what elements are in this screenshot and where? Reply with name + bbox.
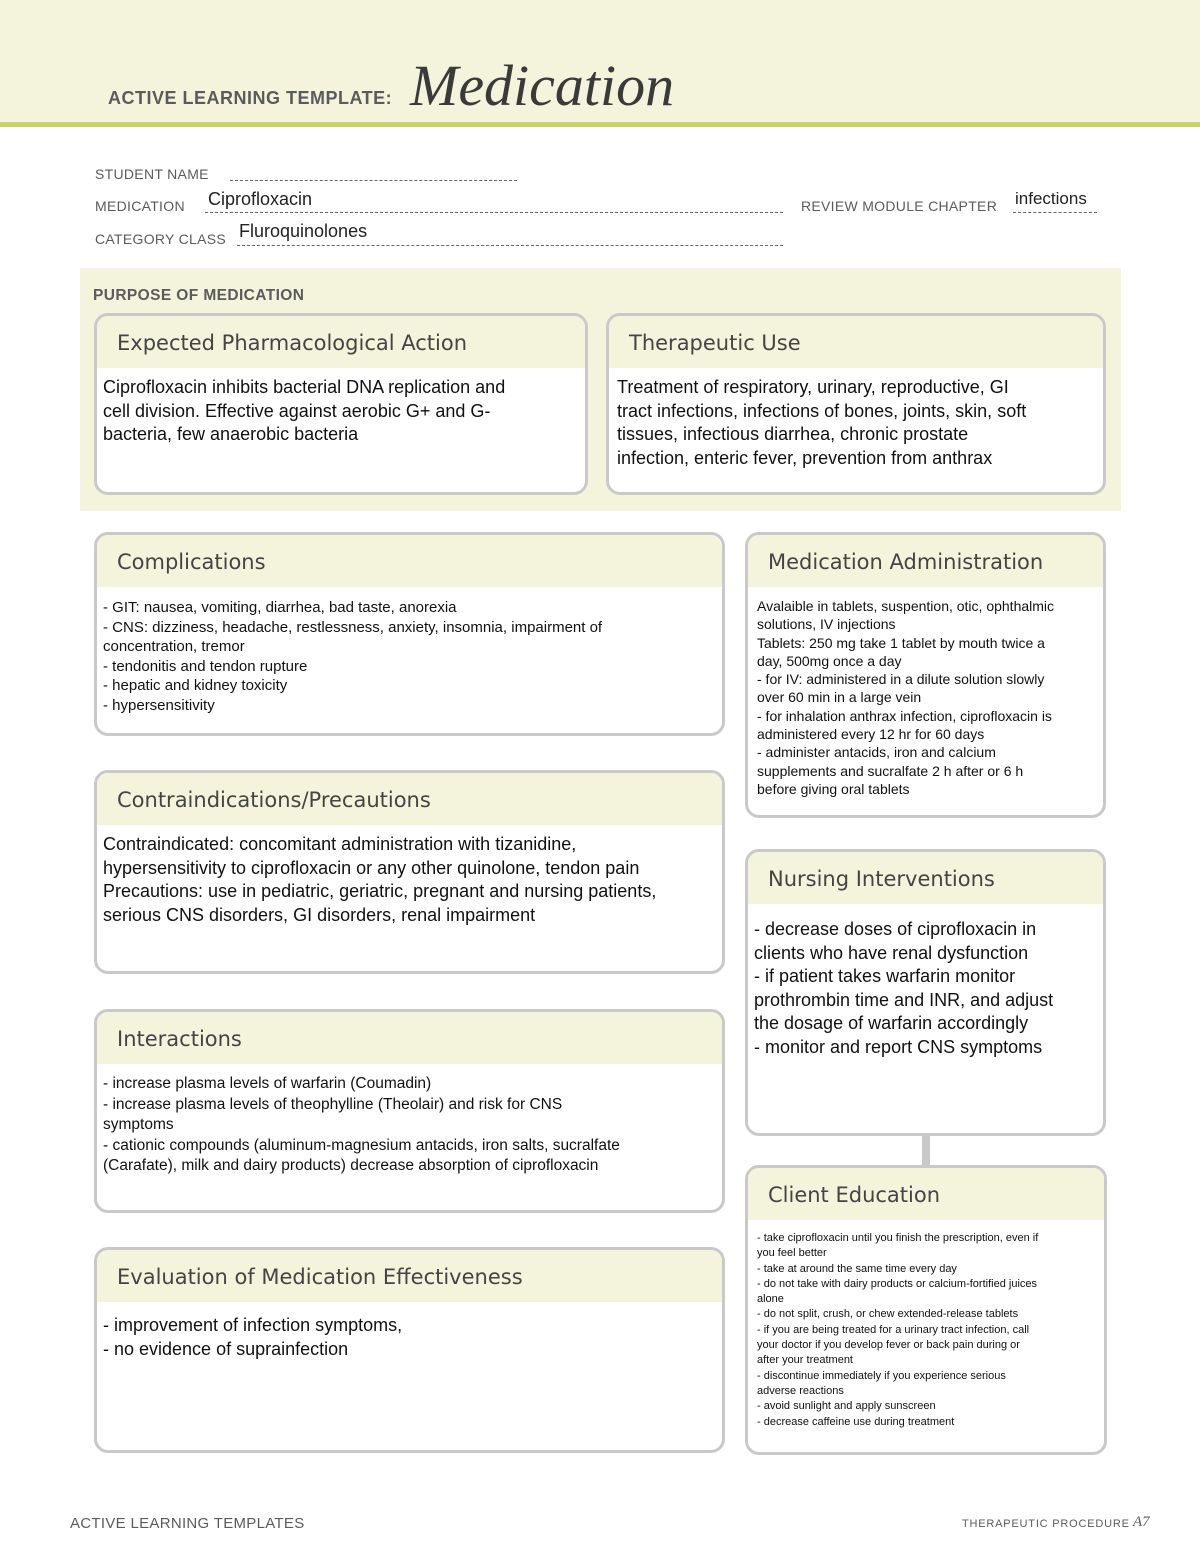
client-education-title: Client Education	[748, 1168, 1104, 1220]
therapeutic-use-text[interactable]: Treatment of respiratory, urinary, reproductive, GI tract infections, infections of bones, joints, skin, soft tissues, infectious diarrhea, chronic prostate infection, enteric fever, prevention from anthrax	[617, 377, 1027, 468]
nursing-interventions-box	[745, 849, 1106, 1136]
page-number: A7	[1133, 1514, 1150, 1530]
footer-left: ACTIVE LEARNING TEMPLATES	[70, 1515, 305, 1532]
connector-bar	[922, 1135, 930, 1167]
category-class-underline	[237, 245, 783, 246]
client-education-text[interactable]: - take ciprofloxacin until you finish the prescription, even if you feel better - take at around the same time every day - do not take with dairy products or calcium-fortified juices alone - do not split, crush, or chew extended-release tablets - if you are being treated for a urinary tract infection, call your doctor if you develop fever or back pain during or after your treatment - discontinue immediately if you experience serious adverse reactions - avoid sunlight and apply sunscreen - decrease caffeine use during treatment	[757, 1232, 1039, 1428]
interactions-box	[94, 1009, 725, 1213]
therapeutic-use-title: Therapeutic Use	[609, 316, 1103, 368]
page-title: Medication	[410, 53, 675, 118]
contraindications-box	[94, 770, 725, 974]
medication-field[interactable]: Ciprofloxacin	[208, 189, 313, 209]
interactions-text[interactable]: - increase plasma levels of warfarin (Coumadin) - increase plasma levels of theophylline (Theolair) and risk for CNS symptoms - cationic compounds (aluminum-magnesium antacids, iron salts, sucralfate (Carafate), milk and dairy products) decrease absorption of ciprofloxacin	[103, 1075, 620, 1174]
complications-box	[94, 532, 725, 736]
student-name-underline	[230, 180, 517, 181]
medication-underline	[205, 212, 783, 213]
nursing-interventions-title: Nursing Interventions	[748, 852, 1103, 904]
evaluation-title: Evaluation of Medication Effectiveness	[97, 1250, 722, 1302]
footer-right: THERAPEUTIC PROCEDURE	[962, 1518, 1130, 1530]
medication-administration-title: Medication Administration	[748, 535, 1103, 587]
nursing-interventions-text[interactable]: - decrease doses of ciprofloxacin in clients who have renal dysfunction - if patient takes warfarin monitor prothrombin time and INR, and adjust the dosage of warfarin accordingly - monitor and report CNS symptoms	[754, 919, 1054, 1057]
evaluation-box	[94, 1247, 725, 1453]
interactions-title: Interactions	[97, 1012, 722, 1064]
client-education-box	[745, 1165, 1107, 1455]
template-label: ACTIVE LEARNING TEMPLATE:	[108, 88, 393, 108]
purpose-label: PURPOSE OF MEDICATION	[93, 287, 305, 304]
review-module-label: REVIEW MODULE CHAPTER	[801, 198, 998, 214]
medication-administration-text[interactable]: Avalaible in tablets, suspention, otic, ophthalmic solutions, IV injections Tablets: 250 mg take 1 tablet by mouth twice a day, 500mg once a day - for IV: administered in a dilute solution slowly over 60 min in a large vein - for inhalation anthrax infection, ciprofloxacin is administered every 12 hr for 60 days - administer antacids, iron and calcium supplements and sucralfate 2 h after or 6 h before giving oral tablets	[757, 598, 1055, 797]
student-name-label: STUDENT NAME	[95, 166, 209, 182]
contraindications-title: Contraindications/Precautions	[97, 773, 722, 825]
expected-action-text[interactable]: Ciprofloxacin inhibits bacterial DNA replication and cell division. Effective against aerobic G+ and G- bacteria, few anaerobic bacteria	[103, 377, 506, 444]
header-divider	[0, 122, 1200, 127]
complications-title: Complications	[97, 535, 722, 587]
therapeutic-use-box	[606, 313, 1106, 495]
category-class-field[interactable]: Fluroquinolones	[239, 221, 368, 241]
expected-action-title: Expected Pharmacological Action	[97, 316, 585, 368]
evaluation-text[interactable]: - improvement of infection symptoms, - no evidence of suprainfection	[103, 1315, 403, 1359]
complications-text[interactable]: - GIT: nausea, vomiting, diarrhea, bad taste, anorexia - CNS: dizziness, headache, restlessness, anxiety, insomnia, impairment of concentration, tremor - tendonitis and tendon rupture - hepatic and kidney toxicity - hypersensitivity	[103, 599, 603, 714]
review-module-underline	[1013, 212, 1097, 213]
contraindications-text[interactable]: Contraindicated: concomitant administration with tizanidine, hypersensitivity to ciprofloxacin or any other quinolone, tendon pain Precautions: use in pediatric, geriatric, pregnant and nursing patients, serious CNS disorders, GI disorders, renal impairment	[103, 834, 657, 925]
category-class-label: CATEGORY CLASS	[95, 231, 227, 247]
medication-administration-box	[745, 532, 1106, 818]
expected-action-box	[94, 313, 588, 495]
medication-label: MEDICATION	[95, 198, 185, 214]
review-module-field[interactable]: infections	[1015, 189, 1087, 208]
